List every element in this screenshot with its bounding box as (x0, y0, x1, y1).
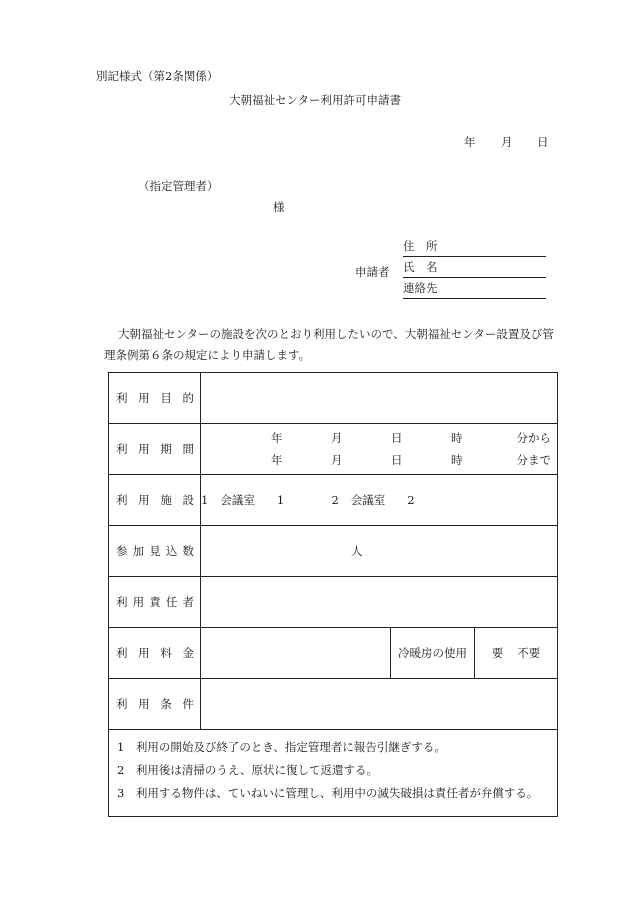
from-minute: 分から (516, 431, 551, 445)
label-char: 任 (165, 595, 178, 609)
facility-option-2-room: 2 (407, 493, 415, 507)
label-char: 見 (149, 544, 161, 558)
to-minute: 分まで (516, 453, 551, 467)
from-hour: 時 (451, 431, 463, 445)
conditions-value-cell[interactable] (201, 679, 558, 730)
date-day-label: 日 (537, 135, 549, 149)
conditions-label-cell (109, 679, 201, 730)
label-char: 用 (138, 391, 150, 405)
label-char: 者 (182, 595, 194, 609)
heating-required-option[interactable]: 要 (491, 646, 504, 660)
from-month: 月 (331, 431, 343, 445)
condition-item-2: 2 利用後は清掃のうえ、原状に復して返還する。 (117, 763, 379, 777)
date-month-label: 月 (501, 135, 513, 149)
facility-value-cell (201, 475, 558, 526)
facility-row (109, 475, 558, 526)
conditions-list-row (109, 730, 558, 817)
name-label: 氏 名 (403, 260, 438, 274)
date-year-label: 年 (464, 135, 476, 149)
participants-value-cell[interactable] (201, 526, 558, 577)
contact-field[interactable] (403, 282, 546, 299)
label-char: 利 (116, 646, 128, 660)
application-table (108, 372, 558, 817)
label-char: 利 (116, 595, 128, 609)
facility-option-2-number: 2 (331, 493, 339, 507)
heating-not-required-option[interactable]: 不要 (517, 646, 541, 660)
label-char: 利 (116, 493, 128, 507)
recipient-honorific: 様 (273, 200, 285, 214)
participants-unit: 人 (351, 544, 363, 558)
document-title: 大朝福祉センター利用許可申請書 (228, 93, 402, 107)
label-char: 用 (138, 493, 150, 507)
label-char: 責 (149, 595, 161, 609)
period-to-row (201, 449, 557, 471)
label-char: 設 (182, 493, 194, 507)
label-char: 用 (138, 442, 150, 456)
heating-choice-cell (475, 628, 558, 679)
contact-label: 連絡先 (403, 281, 438, 295)
facility-label-cell (109, 475, 201, 526)
label-char: 料 (160, 646, 172, 660)
purpose-row (109, 373, 558, 424)
label-char: 間 (182, 442, 194, 456)
period-row (109, 424, 558, 475)
label-char: 参 (116, 544, 128, 558)
conditions-list-cell (109, 730, 558, 817)
purpose-value-cell[interactable] (201, 373, 558, 424)
facility-option-2-name: 会議室 (350, 493, 386, 507)
applicant-label: 申請者 (355, 265, 390, 279)
responsible-value-cell[interactable] (201, 577, 558, 628)
label-char: 加 (132, 544, 145, 558)
label-char: 利 (116, 697, 128, 711)
condition-item-1: 1 利用の開始及び終了のとき、指定管理者に報告引継ぎする。 (117, 740, 446, 754)
label-char: 込 (165, 544, 178, 558)
label-char: 件 (182, 697, 194, 711)
period-value-cell[interactable] (201, 424, 558, 475)
heating-label-cell (391, 628, 475, 679)
period-label-cell (109, 424, 201, 475)
label-char: 用 (132, 595, 145, 609)
facility-option-2[interactable] (331, 493, 414, 507)
label-char: 用 (138, 697, 150, 711)
condition-item-3: 3 利用する物件は、ていねいに管理し、利用中の滅失破損は責任者が弁償する。 (117, 786, 539, 800)
to-hour: 時 (451, 453, 463, 467)
participants-label-cell (109, 526, 201, 577)
label-char: 施 (160, 493, 172, 507)
fee-label-cell (109, 628, 201, 679)
purpose-label-cell (109, 373, 201, 424)
label-char: 金 (182, 646, 194, 660)
address-label: 住 所 (403, 239, 438, 253)
heating-label: 冷暖房の使用 (398, 646, 467, 660)
label-char: 的 (182, 391, 194, 405)
label-char: 条 (160, 697, 172, 711)
name-field[interactable] (403, 261, 546, 278)
facility-option-1[interactable] (201, 493, 288, 507)
responsible-label-cell (109, 577, 201, 628)
facility-option-1-room: 1 (276, 493, 285, 507)
label-char: 用 (138, 646, 150, 660)
label-char: 利 (116, 442, 128, 456)
label-char: 目 (160, 391, 172, 405)
recipient-note: （指定管理者） (138, 179, 219, 193)
responsible-row (109, 577, 558, 628)
label-char: 利 (116, 391, 128, 405)
period-from-row (201, 427, 557, 449)
fee-value-cell[interactable] (201, 628, 391, 679)
to-month: 月 (331, 453, 343, 467)
intro-line-1: 大朝福祉センターの施設を次のとおり利用したいので、大朝福祉センター設置及び管 (118, 327, 554, 341)
participants-row (109, 526, 558, 577)
label-char: 期 (160, 442, 172, 456)
to-year: 年 (271, 453, 283, 467)
form-reference: 別記様式（第2条関係） (96, 69, 219, 83)
to-day: 日 (391, 453, 403, 467)
fee-row (109, 628, 558, 679)
facility-option-1-number: 1 (201, 493, 209, 507)
address-field[interactable] (403, 240, 546, 257)
conditions-row (109, 679, 558, 730)
intro-line-2: 理条例第６条の規定により申請します。 (104, 348, 311, 362)
facility-option-1-name: 会議室 (220, 493, 255, 507)
from-day: 日 (391, 431, 403, 445)
label-char: 数 (182, 544, 194, 558)
from-year: 年 (271, 431, 283, 445)
